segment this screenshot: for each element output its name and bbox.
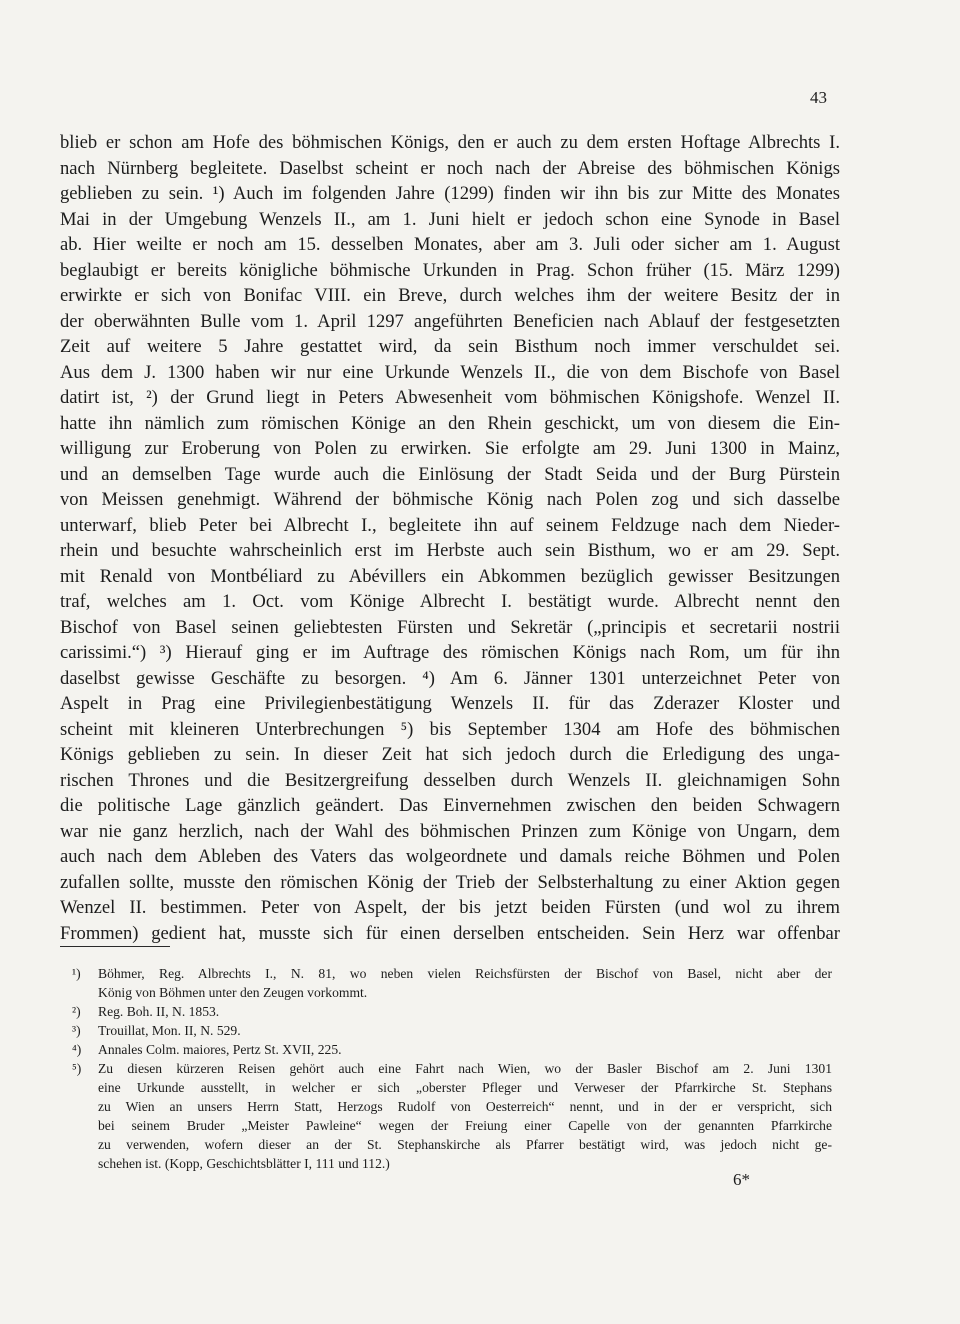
footnote [72, 1021, 832, 1040]
text-line: traf, welches am 1. Oct. vom Könige Albrecht I. bestätigt wurde. Albrecht nennt den [60, 591, 840, 612]
footnote-line [72, 1135, 832, 1154]
footnote [72, 1040, 832, 1059]
footnote-text: zu verwenden, wofern dieser an der St. Stephanskirche als Pfarrer bestätigt wird, was jedoch nicht ge- [98, 1137, 832, 1152]
footnote-text: Reg. Boh. II, N. 1853. [98, 1004, 220, 1019]
text-line: hatte ihn nämlich zum römischen Könige an den Rhein geschickt, um von diesem die Ein- [60, 412, 840, 434]
text-line: die politische Lage gänzlich geändert. Das Einvernehmen zwischen den beiden Schwagern [60, 795, 840, 816]
body-text [60, 130, 840, 946]
text-line: Königs geblieben zu sein. In dieser Zeit hat sich jedoch durch die Erledigung des unga- [60, 744, 840, 765]
text-line: war nie ganz herzlich, nach der Wahl des böhmischen Prinzen zum Könige von Ungarn, dem [60, 820, 840, 842]
text-line: Aspelt in Prag eine Privilegienbestätigung Wenzels II. für das Zderazer Kloster und [60, 693, 840, 714]
signature-mark: 6* [733, 1170, 750, 1189]
text-line: auch nach dem Ableben des Vaters das wolgeordnete und damals reiche Böhmen und Polen [60, 846, 840, 867]
footnote-text: König von Böhmen unter den Zeugen vorkommt. [98, 985, 368, 1000]
text-line: rischen Thrones und die Besitzergreifung desselben durch Wenzels II. gleichnamigen Sohn [60, 769, 840, 791]
text-line: rhein und besuchte wahrscheinlich erst im Herbste auch sein Bisthum, wo er am 29. Sept. [60, 540, 840, 561]
footnote [72, 1002, 832, 1021]
text-line: scheint mit kleineren Unterbrechungen ⁵) bis September 1304 am Hofe des böhmischen [60, 718, 840, 740]
footnote-text: bei seinem Bruder „Meister Pawleine“ wegen der Freiung einer Capelle von der genannten Pfarrkirche [98, 1118, 832, 1133]
text-line: Bischof von Basel seinen geliebtesten Fürsten und Sekretär („principis et secretarii nostrii [60, 616, 840, 638]
text-line: von Meissen genehmigt. Während der böhmische König nach Polen zog und sich dasselbe [60, 489, 840, 510]
text-line: Aus dem J. 1300 haben wir nur eine Urkunde Wenzels II., die von dem Bischofe von Basel [60, 361, 840, 383]
footnote-text: zu Wien an unsers Herrn Statt, Herzogs Rudolf von Oesterreich“ nennt, und in der er verspricht, sich [98, 1099, 832, 1114]
footnote-marker: ¹) [72, 966, 81, 981]
text-line: blieb er schon am Hofe des böhmischen Königs, den er auch zu dem ersten Hoftage Albrechts I. [60, 132, 840, 153]
footnote-line [72, 1002, 832, 1021]
text-line: daselbst gewisse Geschäfte zu besorgen. ⁴) Am 6. Jänner 1301 unterzeichnet Peter von [60, 667, 840, 689]
footnote-line [72, 1078, 832, 1097]
text-line: zufallen sollte, musste den römischen König der Trieb der Selbsterhaltung zu einer Aktion gegen [60, 871, 840, 893]
text-line: geblieben zu sein. ¹) Auch im folgenden Jahre (1299) finden wir ihn bis zur Mitte des Monates [60, 183, 840, 204]
footnote-marker: ³) [72, 1023, 81, 1038]
footnote-line [72, 983, 832, 1002]
text-line: mit Renald von Montbéliard zu Abévillers ein Abkommen bezüglich gewisser Besitzungen [60, 565, 840, 587]
text-line: Zeit auf weitere 5 Jahre gestattet wird, da sein Bisthum noch immer verschuldet sei. [60, 336, 840, 357]
footnote-line [72, 1021, 832, 1040]
text-line: Mai in der Umgebung Wenzels II., am 1. Juni hielt er jedoch schon eine Synode in Basel [60, 208, 840, 230]
text-line: nach Nürnberg begleitete. Daselbst scheint er noch nach der Abreise des böhmischen Königs [60, 157, 840, 179]
footnote-marker: ²) [72, 1004, 81, 1019]
footnote-text: schehen ist. (Kopp, Geschichtsblätter I, 111 und 112.) [98, 1156, 390, 1171]
text-line: datirt ist, ²) der Grund liegt in Peters Abwesenheit vom böhmischen Königshofe. Wenzel II. [60, 387, 840, 408]
text-line: beglaubigt er bereits königliche böhmische Urkunden in Prag. Schon früher (15. März 1299) [60, 259, 840, 281]
text-line: ab. Hier weilte er noch am 15. desselben Monates, aber am 3. Juli oder sicher am 1. August [60, 234, 840, 255]
text-line: Wenzel II. bestimmen. Peter von Aspelt, der bis jetzt beiden Fürsten (und wol zu ihrem [60, 897, 840, 918]
footnote-line [72, 1154, 832, 1173]
footnote-line [72, 1097, 832, 1116]
footnote-text: eine Urkunde ausstellt, in welcher er sich „oberster Pfleger und Verweser der Pfarrkirche St. Stephans [98, 1080, 832, 1095]
text-line: der oberwähnten Bulle vom 1. April 1297 angeführten Beneficien nach Ablauf der festgesetzten [60, 310, 840, 332]
text-line: willigung zur Eroberung von Polen zu erwirken. Sie erfolgte am 29. Juni 1300 in Mainz, [60, 438, 840, 459]
footnote-marker: ⁵) [72, 1061, 82, 1076]
footnote-line [72, 964, 832, 983]
text-line: unterwarf, blieb Peter bei Albrecht I., begleitete ihn auf seinem Feldzuge nach dem Nieder- [60, 514, 840, 536]
footnote [72, 1059, 832, 1173]
footnote-text: Böhmer, Reg. Albrechts I., N. 81, wo neben vielen Reichsfürsten der Bischof von Basel, nicht aber der [98, 966, 832, 981]
text-line: Frommen) gedient hat, musste sich für einen derselben entscheiden. Sein Herz war offenbar [60, 922, 840, 944]
footnotes [72, 964, 832, 1173]
text-line: carissimi.“) ³) Hierauf ging er im Auftrage des römischen Königs nach Rom, um für ihn [60, 642, 840, 663]
footnote-text: Trouillat, Mon. II, N. 529. [98, 1023, 241, 1038]
text-line: erwirkte er sich von Bonifac VIII. ein Breve, durch welches ihm der weitere Besitz der in [60, 285, 840, 306]
footnote [72, 964, 832, 1002]
footnote-text: Zu diesen kürzeren Reisen gehört auch eine Fahrt nach Wien, wo der Basler Bischof am 2. Juni 1301 [98, 1061, 832, 1076]
footnote-marker: ⁴) [72, 1042, 82, 1057]
footnote-separator [60, 946, 170, 947]
footnote-line [72, 1116, 832, 1135]
footnote-line [72, 1059, 832, 1078]
text-line: und an demselben Tage wurde auch die Einlösung der Stadt Seida und der Burg Pürstein [60, 463, 840, 485]
footnote-line [72, 1040, 832, 1059]
footnote-text: Annales Colm. maiores, Pertz St. XVII, 225. [98, 1042, 342, 1057]
page-number: 43 [810, 88, 827, 107]
